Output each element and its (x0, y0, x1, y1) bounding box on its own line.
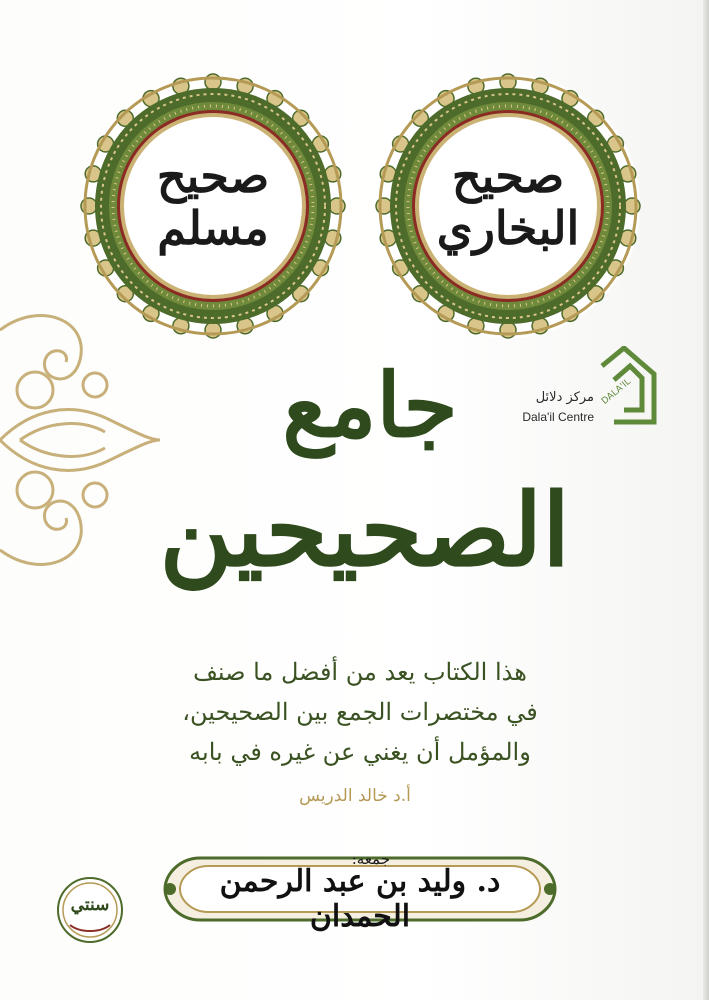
description-line1: هذا الكتاب يعد من أفضل ما صنف (193, 658, 527, 686)
description-line3: والمؤمل أن يغني عن غيره في بابه (189, 738, 531, 766)
compiled-by-label: جمعه: (351, 850, 390, 868)
book-title-line2: الصحيحين (159, 471, 570, 589)
sunnati-badge (55, 875, 125, 945)
publisher-english-name: Dala'il Centre (522, 410, 594, 424)
logo-text: DALA'IL (600, 377, 633, 407)
book-title (159, 345, 570, 595)
book-title-line1: جامع (282, 353, 458, 457)
seal-sahih-bukhari (374, 72, 642, 340)
publisher-arabic-name: مركز دلائل (535, 390, 594, 405)
seal-title-muslim: صحيح مسلم (156, 149, 270, 255)
seal-title-bukhari: صحيح البخاري (436, 149, 580, 255)
badge-text: سنتي (70, 895, 110, 915)
endorser-name: أ.د خالد الدريس (299, 786, 411, 806)
gold-arabesque-ornament-icon (0, 290, 170, 590)
page-edge (703, 0, 709, 1000)
compiler-name: د. وليد بن عبد الرحمن الحمدان (219, 864, 501, 934)
dalail-logo-icon (594, 346, 660, 426)
description-line2: في مختصرات الجمع بين الصحيحين، (182, 698, 538, 726)
description (170, 652, 550, 772)
